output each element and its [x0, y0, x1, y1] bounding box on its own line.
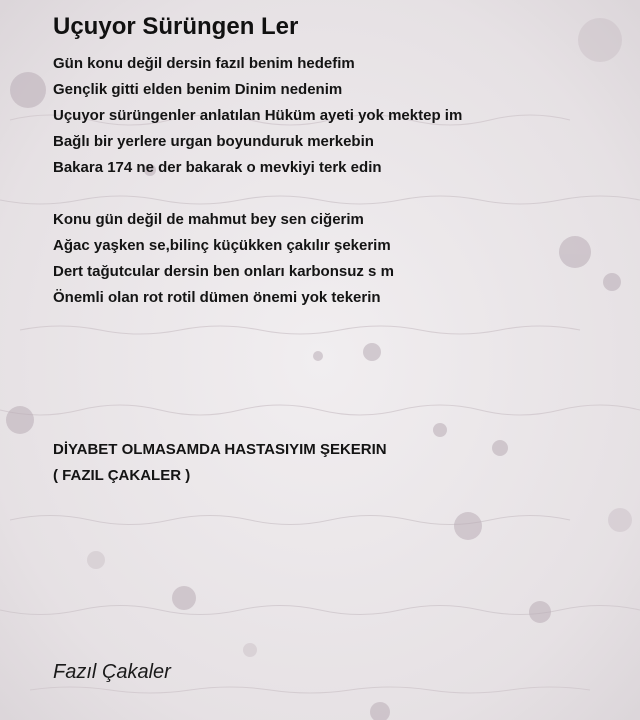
poem-line: Bağlı bir yerlere urgan boyunduruk merkebin: [53, 133, 374, 150]
poem-author: Fazıl Çakaler: [53, 661, 171, 683]
poem-line: Gün konu değil dersin fazıl benim hedefim: [53, 55, 355, 72]
poem-line: Ağac yaşken se,bilinç küçükken çakılır şekerim: [53, 237, 391, 254]
poem-line: ( FAZIL ÇAKALER ): [53, 467, 191, 484]
poem-line: Gençlik gitti elden benim Dinim nedenim: [53, 81, 343, 98]
poem-line: Önemli olan rot rotil dümen önemi yok tekerin: [53, 289, 381, 306]
poem-line: Dert tağutcular dersin ben onları karbonsuz s m: [53, 263, 394, 280]
poem-stanza-3: [53, 437, 387, 489]
poem-line: Konu gün değil de mahmut bey sen ciğerim: [53, 211, 364, 228]
poem-line: DİYABET OLMASAMDA HASTASIYIM ŞEKERIN: [53, 441, 387, 458]
poem-title: Uçuyor Sürüngen Ler: [53, 13, 299, 40]
poem-stanza-1: [53, 51, 462, 181]
poem-line: Uçuyor sürüngenler anlatılan Hüküm ayeti yok mektep im: [53, 107, 463, 124]
poem-line: Bakara 174 ne der bakarak o mevkiyi terk edin: [53, 159, 382, 176]
poem-stanza-2: [53, 207, 394, 311]
